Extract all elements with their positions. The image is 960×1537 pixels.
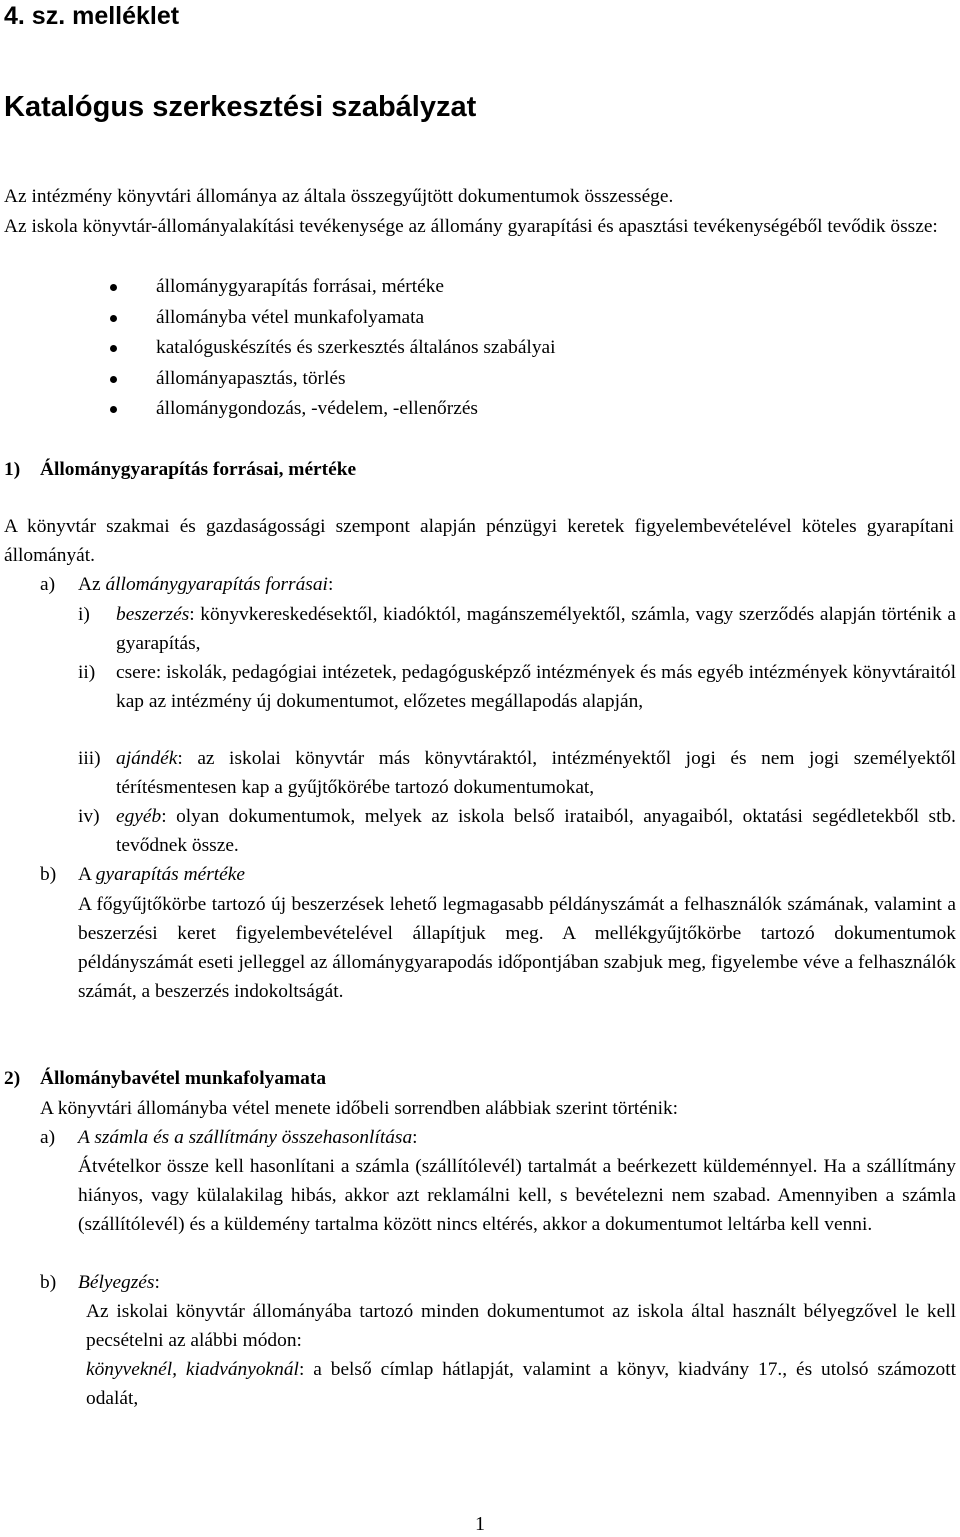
subsection-label: a) <box>40 1127 56 1148</box>
bullet-icon <box>110 345 117 352</box>
section-1-heading <box>4 455 356 485</box>
intro-line: Az intézmény könyvtári állománya az általa összegyűjtött dokumentumok összessége. <box>4 186 674 207</box>
subsection-label: a) <box>40 574 56 595</box>
item-text: : olyan dokumentumok, melyek az iskola belső irataiból, anyagaiból, oktatási segédletekből stb. tevődnek össze. <box>116 806 956 856</box>
section-2-intro: A könyvtári állományba vétel menete időbeli sorrendben alábbiak szerint történik: <box>40 1098 679 1119</box>
list-item: állománygondozás, -védelem, -ellenőrzés <box>110 394 810 425</box>
item-label: iii) <box>78 748 101 769</box>
topic-list <box>110 272 810 425</box>
item-label: ii) <box>78 662 96 683</box>
subsection-title: Bélyegzés <box>78 1272 155 1293</box>
item-term: ajándék <box>116 748 178 769</box>
list-item <box>78 658 956 716</box>
item-text: csere: iskolák, pedagógiai intézetek, pedagógusképző intézmények és más egyéb intézmények könyvtáraitól kap az intézmény új dokumentumot, előzetes megállapodás alapján, <box>116 662 956 712</box>
section-title: Állománygyarapítás forrásai, mértéke <box>40 459 357 480</box>
section-number: 2) <box>4 1068 21 1089</box>
subsection-2b-paragraph: Az iskolai könyvtár állományába tartozó minden dokumentumot az iskola által használt bélyegzővel le kell pecsételni az alábbi módon: <box>86 1301 956 1351</box>
subsection-label: b) <box>40 864 57 885</box>
subsection-title: gyarapítás mértéke <box>95 864 245 885</box>
list-item: állományapasztás, törlés <box>110 364 810 395</box>
section-1-paragraph: A könyvtár szakmai és gazdaságossági szempont alapján pénzügyi keretek figyelembevételével köteles gyarapítani állományát. <box>4 516 954 566</box>
intro-paragraph: Az iskola könyvtár-állományalakítási tevékenysége az állomány gyarapítási és apasztási tevékenységéből tevődik össze: <box>4 216 938 237</box>
list-item <box>78 600 956 658</box>
list-item: katalóguskészítés és szerkesztés általános szabályai <box>110 333 810 364</box>
subsection-2a-paragraph: Átvételkor össze kell hasonlítani a számla (szállítólevél) tartalmát a beérkezett küldeménnyel. Ha a szállítmány hiányos, vagy külalakilag hibás, akkor azt reklamálni kell, s bevételezni nem szabad. Amennyiben a számla (szállítólevél) és a küldemény tartalma között nincs eltérés, akkor a dokumentumot leltárba kell venni. <box>78 1156 956 1235</box>
subsection-title: A számla és a szállítmány összehasonlítása <box>78 1127 413 1148</box>
item-term: beszerzés <box>116 604 190 625</box>
document-page: 4. sz. melléklet Katalógus szerkesztési szabályzat Az intézmény könyvtári állománya az általa összegyűjtött dokumentumok összessége. Az iskola könyvtár-állományalakítási tevékenysége az állomány gyarapítási és apasztási tevékenységéből tevődik össze: állománygyarapítás forrásai, mértéke állományba vétel munkafolyamata katalóguskészítés és szerkesztés általános szabályai állományapasztás, törlés állománygondozás, -védelem, -ellenőrzés 1) Állománygyarapítás forrásai, mértéke A könyvtár szakmai és gazdaságossági szempont alapján pénzügyi keretek figyelembevételével köteles gyarapítani állományát. a) Az állománygyarapítás forrásai: i) beszerzés: könyvkereskedésektől, kiadóktól, magánszemélyektől, számla, vagy szerződés alapján történik a gyarapítás, ii) csere: iskolák, pedagógiai intézetek, pedagógusképző intézmények és más egyéb intézmények könyvtáraitól kap az intézmény új dokumentumot, előzetes megállapodás alapján, iii) ajándék: az iskolai könyvtár más könyvtáraktól, intézményektől jogi és nem jogi személyektől térítésmentesen kap a gyűjtőkörébe tartozó dokumentumokat, iv) egyéb: olyan dokumentumok, melyek az iskola belső irataiból, anyagaiból, oktatási segédletekből stb. tevődnek össze. b) A gyarapítás mértéke A főgyűjtőkörbe tartozó új beszerzések lehető legmagasabb példányszámát a felhasználók számának, valamint a beszerzési keret figyelembevételével állapítjuk meg. A mellékgyűjtőkörbe tartozó dokumentumok példányszámát eseti jelleggel az állománygyarapodás időpontjában szabjuk meg, figyelembe véve a felhasználók számát, a beszerzés indokoltságát. 2) Állománybavétel munkafolyamata A könyvtári állományba vétel menete időbeli sorrendben alábbiak szerint történik: a) A számla és a szállítmány összehasonlítása: Átvételkor össze kell hasonlítani a számla (szállítólevél) tartalmát a beérkezett küldeménnyel. Ha a szállítmány hiányos, vagy külalakilag hibás, akkor azt reklamálni kell, s bevételezni nem szabad. Amennyiben a számla (szállítólevél) és a küldemény tartalma között nincs eltérés, akkor a dokumentumot leltárba kell venni. b) Bélyegzés: Az iskolai könyvtár állományába tartozó minden dokumentumot az iskola által használt bélyegzővel le kell pecsételni az alábbi módon: könyveknél, kiadványoknál: a belső címlap hátlapját, valamint a könyv, kiadvány 17., és utolsó számozott odalát, 1 <box>0 0 960 1537</box>
annex-label: 4. sz. melléklet <box>4 2 180 30</box>
item-text: : az iskolai könyvtár más könyvtáraktól, intézményektől jogi és nem jogi személyektől térítésmentesen kap a gyűjtőkörébe tartozó dokumentumokat, <box>116 748 956 798</box>
bullet-icon <box>110 406 117 413</box>
subsection-label: b) <box>40 1272 57 1293</box>
bullet-icon <box>110 376 117 383</box>
subsection-title: állománygyarapítás forrásai <box>105 574 328 595</box>
subsection-2b-detail <box>86 1355 956 1413</box>
detail-term: könyveknél, kiadványoknál <box>86 1359 299 1380</box>
list-item: állományba vétel munkafolyamata <box>110 303 810 334</box>
intro <box>4 182 954 242</box>
list-item <box>78 744 956 802</box>
bullet-icon <box>110 284 117 291</box>
section-title: Állománybavétel munkafolyamata <box>40 1068 327 1089</box>
bullet-icon <box>110 315 117 322</box>
section-2-heading <box>4 1064 326 1094</box>
item-label: iv) <box>78 806 100 827</box>
section-number: 1) <box>4 459 21 480</box>
list-item: állománygyarapítás forrásai, mértéke <box>110 272 810 303</box>
list-item <box>78 802 956 860</box>
page-number: 1 <box>475 1513 485 1535</box>
document-title: Katalógus szerkesztési szabályzat <box>4 91 477 123</box>
subsection-1b-paragraph: A főgyűjtőkörbe tartozó új beszerzések lehető legmagasabb példányszámát a felhasználók számának, valamint a beszerzési keret figyelembevételével állapítjuk meg. A mellékgyűjtőkörbe tartozó dokumentumok példányszámát eseti jelleggel az állománygyarapodás időpontjában szabjuk meg, figyelembe véve a felhasználók számát, a beszerzés indokoltságát. <box>78 894 956 1002</box>
detail-text: : a belső címlap hátlapját, valamint a könyv, kiadvány 17., és utolsó számozott odalát, <box>86 1359 956 1409</box>
item-term: egyéb <box>116 806 162 827</box>
item-text: : könyvkereskedésektől, kiadóktól, magánszemélyektől, számla, vagy szerződés alapján történik a gyarapítás, <box>116 604 956 654</box>
item-label: i) <box>78 604 90 625</box>
